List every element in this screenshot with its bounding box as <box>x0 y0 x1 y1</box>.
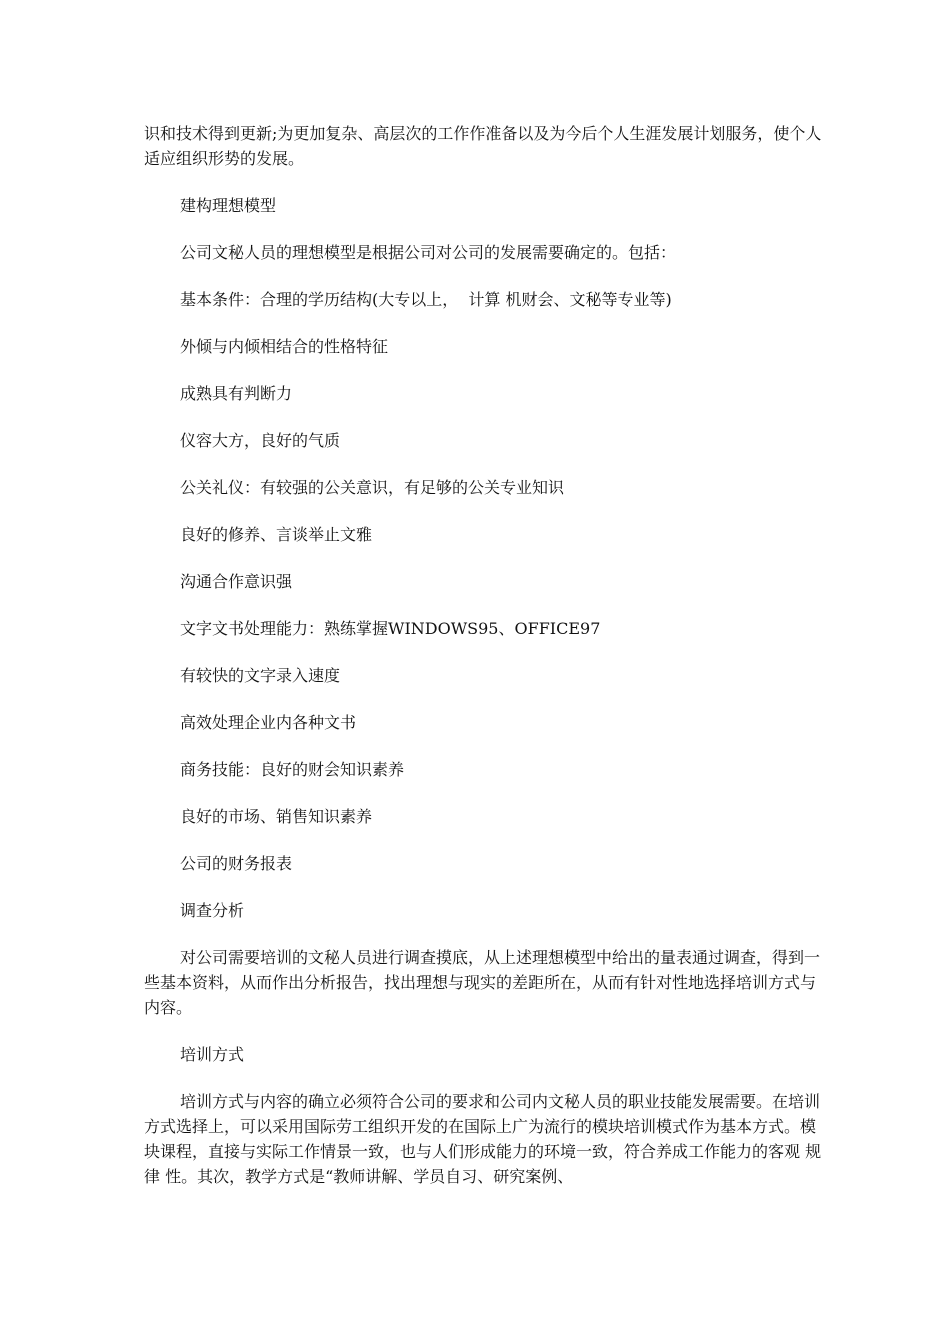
list-item-basic-conditions: 基本条件：合理的学历结构(大专以上， 计算 机财会、文秘等专业等) <box>180 290 672 309</box>
list-item-typing-speed: 有较快的文字录入速度 <box>180 666 341 685</box>
heading-survey-analysis: 调查分析 <box>180 901 245 920</box>
list-item-business-skills: 商务技能：良好的财会知识素养 <box>180 760 405 779</box>
document-body <box>144 121 824 1189</box>
list-item-document-handling: 高效处理企业内各种文书 <box>180 713 357 732</box>
list-item-public-relations: 公关礼仪：有较强的公关意识，有足够的公关专业知识 <box>180 478 565 497</box>
paragraph-career-development: 识和技术得到更新;为更加复杂、高层次的工作作准备以及为今后个人生涯发展计划服务，使个人适应组织形势的发展。 <box>144 124 822 168</box>
list-item-manners: 良好的修养、言谈举止文雅 <box>180 525 373 544</box>
list-item-judgment: 成熟具有判断力 <box>180 384 293 403</box>
heading-training-methods: 培训方式 <box>180 1045 245 1064</box>
list-item-document-processing: 文字文书处理能力：熟练掌握WINDOWS95、OFFICE97 <box>180 619 601 638</box>
list-item-financial-statements: 公司的财务报表 <box>180 854 293 873</box>
paragraph-training-methods: 培训方式与内容的确立必须符合公司的要求和公司内文秘人员的职业技能发展需要。在培训方式选择上，可以采用国际劳工组织开发的在国际上广为流行的模块培训模式作为基本方式。模块课程，直接与实际工作情景一致，也与人们形成能力的环境一致，符合养成工作能力的客观 规律 性。其次，教学方式是“教师讲解、学员自习、研究案例、 <box>144 1092 822 1186</box>
list-item-appearance: 仪容大方，良好的气质 <box>180 431 341 450</box>
list-item-communication: 沟通合作意识强 <box>180 572 293 591</box>
paragraph-survey-analysis: 对公司需要培训的文秘人员进行调查摸底，从上述理想模型中给出的量表通过调查，得到一些基本资料，从而作出分析报告，找出理想与现实的差距所在，从而有针对性地选择培训方式与内容。 <box>144 948 821 1017</box>
list-item-marketing-knowledge: 良好的市场、销售知识素养 <box>180 807 373 826</box>
heading-ideal-model: 建构理想模型 <box>180 196 277 215</box>
list-item-personality: 外倾与内倾相结合的性格特征 <box>180 337 389 356</box>
paragraph-ideal-model-intro: 公司文秘人员的理想模型是根据公司对公司的发展需要确定的。包括： <box>180 243 677 262</box>
